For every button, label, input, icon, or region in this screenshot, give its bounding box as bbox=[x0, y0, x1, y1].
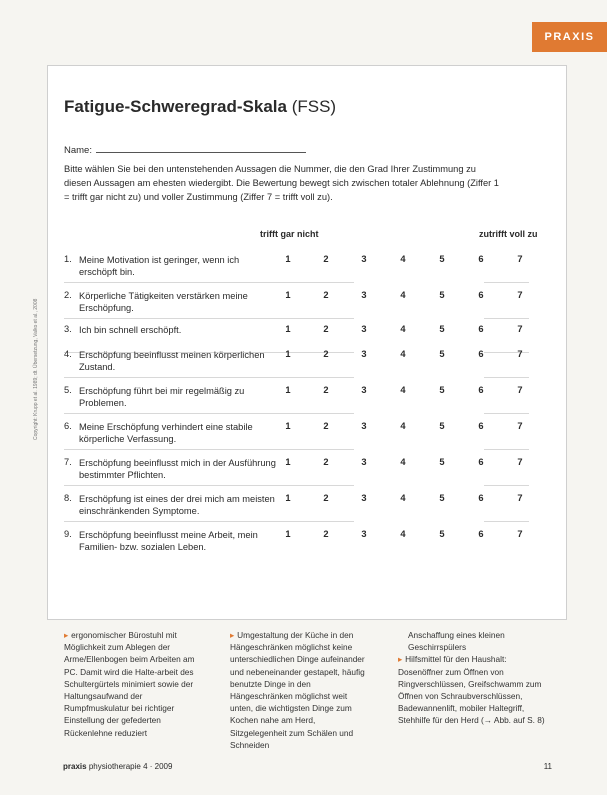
questionnaire-item bbox=[64, 290, 550, 326]
questionnaire-item bbox=[64, 529, 550, 565]
footer-journal-text: physiotherapie 4 · 2009 bbox=[88, 762, 173, 771]
rating-option-5[interactable]: 5 bbox=[439, 254, 445, 264]
column-3-bullet-text: Hilfsmittel für den Haushalt: Dosenöffner zum Öffnen von Ringverschlüssen, Greifschwamm zum Öffnen von Schraubverschlüssen, Badewannenlift, mobiler Haltegriff, Stehhilfe für den Herd (→ Abb. auf S. 8) bbox=[398, 654, 545, 726]
rating-option-6[interactable]: 6 bbox=[478, 324, 484, 334]
rating-option-7[interactable]: 7 bbox=[517, 254, 523, 264]
rating-option-2[interactable]: 2 bbox=[323, 349, 329, 359]
rating-option-7[interactable]: 7 bbox=[517, 324, 523, 334]
rating-option-2[interactable]: 2 bbox=[323, 290, 329, 300]
rating-option-1[interactable]: 1 bbox=[285, 290, 291, 300]
rating-option-7[interactable]: 7 bbox=[517, 385, 523, 395]
rating-option-3[interactable]: 3 bbox=[361, 493, 367, 503]
footer-brand: praxis bbox=[63, 762, 87, 771]
rating-option-5[interactable]: 5 bbox=[439, 421, 445, 431]
questionnaire-item bbox=[64, 385, 550, 421]
rating-option-2[interactable]: 2 bbox=[323, 421, 329, 431]
rating-option-7[interactable]: 7 bbox=[517, 529, 523, 539]
rating-option-3[interactable]: 3 bbox=[361, 421, 367, 431]
item-number: 8. bbox=[64, 493, 72, 503]
item-statement: Ich bin schnell erschöpft. bbox=[79, 325, 182, 335]
column-2-text: Umgestaltung der Küche in den Hängeschränken möglichst keine unterschiedlichen Dinge aufeinander und nebeneinander gestapelt, häufig benutzte Dinge in den Hängeschränken möglichst weit unten, die wichtigsten Dinge zum Kochen nahe am Herd, Sitzgelegenheit zum Schälen und Schneiden bbox=[230, 630, 365, 750]
scale-low-label: trifft gar nicht bbox=[260, 229, 319, 239]
rating-option-5[interactable]: 5 bbox=[439, 290, 445, 300]
row-divider bbox=[484, 318, 529, 319]
row-divider bbox=[484, 377, 529, 378]
rating-option-2[interactable]: 2 bbox=[323, 324, 329, 334]
rating-option-6[interactable]: 6 bbox=[478, 421, 484, 431]
bullet-icon: ▸ bbox=[64, 630, 69, 640]
item-statement: Erschöpfung beeinflusst mich in der Ausführung bestimmter Pflichten. bbox=[79, 458, 276, 480]
questionnaire-item bbox=[64, 254, 550, 290]
rating-option-6[interactable]: 6 bbox=[478, 529, 484, 539]
rating-option-3[interactable]: 3 bbox=[361, 385, 367, 395]
item-number: 2. bbox=[64, 290, 72, 300]
rating-option-1[interactable]: 1 bbox=[285, 529, 291, 539]
title-main: Fatigue-Schweregrad-Skala bbox=[64, 97, 287, 116]
rating-option-1[interactable]: 1 bbox=[285, 421, 291, 431]
item-number: 5. bbox=[64, 385, 72, 395]
scale-high-label: zutrifft voll zu bbox=[479, 229, 538, 239]
rating-option-5[interactable]: 5 bbox=[439, 457, 445, 467]
rating-option-6[interactable]: 6 bbox=[478, 290, 484, 300]
rating-option-4[interactable]: 4 bbox=[400, 421, 406, 431]
rating-option-4[interactable]: 4 bbox=[400, 457, 406, 467]
row-divider bbox=[484, 521, 529, 522]
rating-option-6[interactable]: 6 bbox=[478, 493, 484, 503]
rating-option-3[interactable]: 3 bbox=[361, 324, 367, 334]
rating-option-2[interactable]: 2 bbox=[323, 493, 329, 503]
item-statement: Erschöpfung führt bei mir regelmäßig zu Problemen. bbox=[79, 386, 245, 408]
rating-option-1[interactable]: 1 bbox=[285, 349, 291, 359]
text-column-1 bbox=[64, 629, 204, 739]
rating-option-4[interactable]: 4 bbox=[400, 324, 406, 334]
column-1-text: ergonomischer Bürostuhl mit Möglichkeit zum Ablegen der Arme/Ellenbogen beim Arbeiten am PC. Damit wird die Halte-arbeit des Schultergürtels minimiert sowie der Haltungsaufwand der Rumpfmuskulatur bei richtiger Einstellung der gefederten Rückenlehne reduziert bbox=[64, 630, 195, 738]
rating-option-3[interactable]: 3 bbox=[361, 349, 367, 359]
row-divider bbox=[64, 413, 354, 414]
row-divider bbox=[64, 521, 354, 522]
rating-option-7[interactable]: 7 bbox=[517, 349, 523, 359]
item-statement: Meine Motivation ist geringer, wenn ich erschöpft bin. bbox=[79, 255, 240, 277]
item-statement: Erschöpfung beeinflusst meine Arbeit, mein Familien- bzw. sozialen Leben. bbox=[79, 530, 258, 552]
row-divider bbox=[484, 413, 529, 414]
item-number: 7. bbox=[64, 457, 72, 467]
rating-option-5[interactable]: 5 bbox=[439, 385, 445, 395]
rating-option-1[interactable]: 1 bbox=[285, 493, 291, 503]
row-divider bbox=[64, 282, 354, 283]
item-number: 3. bbox=[64, 324, 72, 334]
rating-option-1[interactable]: 1 bbox=[285, 324, 291, 334]
rating-option-5[interactable]: 5 bbox=[439, 493, 445, 503]
rating-option-6[interactable]: 6 bbox=[478, 349, 484, 359]
row-divider bbox=[64, 449, 354, 450]
rating-option-5[interactable]: 5 bbox=[439, 324, 445, 334]
text-column-3 bbox=[398, 629, 548, 727]
item-number: 9. bbox=[64, 529, 72, 539]
rating-option-4[interactable]: 4 bbox=[400, 493, 406, 503]
rating-option-3[interactable]: 3 bbox=[361, 529, 367, 539]
rating-option-4[interactable]: 4 bbox=[400, 385, 406, 395]
rating-option-3[interactable]: 3 bbox=[361, 290, 367, 300]
rating-option-3[interactable]: 3 bbox=[361, 254, 367, 264]
rating-option-6[interactable]: 6 bbox=[478, 385, 484, 395]
rating-option-7[interactable]: 7 bbox=[517, 421, 523, 431]
bullet-icon: ▸ bbox=[398, 654, 403, 665]
questionnaire-item bbox=[64, 349, 550, 385]
column-3-top-text: Anschaffung eines kleinen Geschirrspülers bbox=[408, 630, 505, 653]
rating-option-2[interactable]: 2 bbox=[323, 385, 329, 395]
name-label: Name: bbox=[64, 145, 92, 156]
bullet-icon: ▸ bbox=[230, 630, 235, 640]
rating-option-1[interactable]: 1 bbox=[285, 457, 291, 467]
rating-option-3[interactable]: 3 bbox=[361, 457, 367, 467]
rating-option-6[interactable]: 6 bbox=[478, 254, 484, 264]
instructions: Bitte wählen Sie bei den untenstehenden Aussagen die Nummer, die den Grad Ihrer Zustimmung zu diesen Aussagen am ehesten wiedergibt. Die Bewertung bewegt sich zwischen totaler Ablehnung (Ziffer 1 = trifft gar nicht zu) und voller Zustimmung (Ziffer 7 = trifft voll zu). bbox=[64, 164, 499, 202]
title-abbr: (FSS) bbox=[291, 97, 337, 116]
item-statement: Körperliche Tätigkeiten verstärken meine Erschöpfung. bbox=[79, 291, 248, 313]
item-number: 6. bbox=[64, 421, 72, 431]
rating-option-2[interactable]: 2 bbox=[323, 254, 329, 264]
item-number: 1. bbox=[64, 254, 72, 264]
row-divider bbox=[484, 449, 529, 450]
section-badge: PRAXIS bbox=[532, 22, 607, 52]
item-statement: Erschöpfung ist eines der drei mich am meisten einschränkenden Symptome. bbox=[79, 494, 275, 516]
rating-option-7[interactable]: 7 bbox=[517, 290, 523, 300]
text-column-2 bbox=[230, 629, 370, 751]
rating-option-4[interactable]: 4 bbox=[400, 254, 406, 264]
item-number: 4. bbox=[64, 349, 72, 359]
copyright-note: Copyright: Krupp et al. 1989; dt. Übersetzung, Valko et al., 2008 bbox=[33, 298, 39, 440]
questionnaire-item bbox=[64, 493, 550, 529]
rating-option-7[interactable]: 7 bbox=[517, 457, 523, 467]
name-field bbox=[64, 144, 306, 156]
rating-option-4[interactable]: 4 bbox=[400, 290, 406, 300]
row-divider bbox=[484, 485, 529, 486]
questionnaire-title bbox=[64, 97, 336, 117]
row-divider bbox=[64, 485, 354, 486]
rating-option-7[interactable]: 7 bbox=[517, 493, 523, 503]
row-divider bbox=[484, 282, 529, 283]
rating-option-1[interactable]: 1 bbox=[285, 385, 291, 395]
questionnaire-item bbox=[64, 457, 550, 493]
rating-option-4[interactable]: 4 bbox=[400, 529, 406, 539]
row-divider bbox=[64, 377, 354, 378]
page-number: 11 bbox=[543, 762, 552, 771]
rating-option-2[interactable]: 2 bbox=[323, 529, 329, 539]
name-blank-line bbox=[96, 144, 306, 153]
rating-option-4[interactable]: 4 bbox=[400, 349, 406, 359]
rating-option-5[interactable]: 5 bbox=[439, 529, 445, 539]
item-statement: Meine Erschöpfung verhindert eine stabile körperliche Verfassung. bbox=[79, 422, 253, 444]
rating-option-2[interactable]: 2 bbox=[323, 457, 329, 467]
questionnaire-item bbox=[64, 421, 550, 457]
item-statement: Erschöpfung beeinflusst meinen körperlichen Zustand. bbox=[79, 350, 265, 372]
footer-journal bbox=[63, 762, 172, 771]
rating-option-6[interactable]: 6 bbox=[478, 457, 484, 467]
rating-option-5[interactable]: 5 bbox=[439, 349, 445, 359]
row-divider bbox=[64, 318, 354, 319]
rating-option-1[interactable]: 1 bbox=[285, 254, 291, 264]
